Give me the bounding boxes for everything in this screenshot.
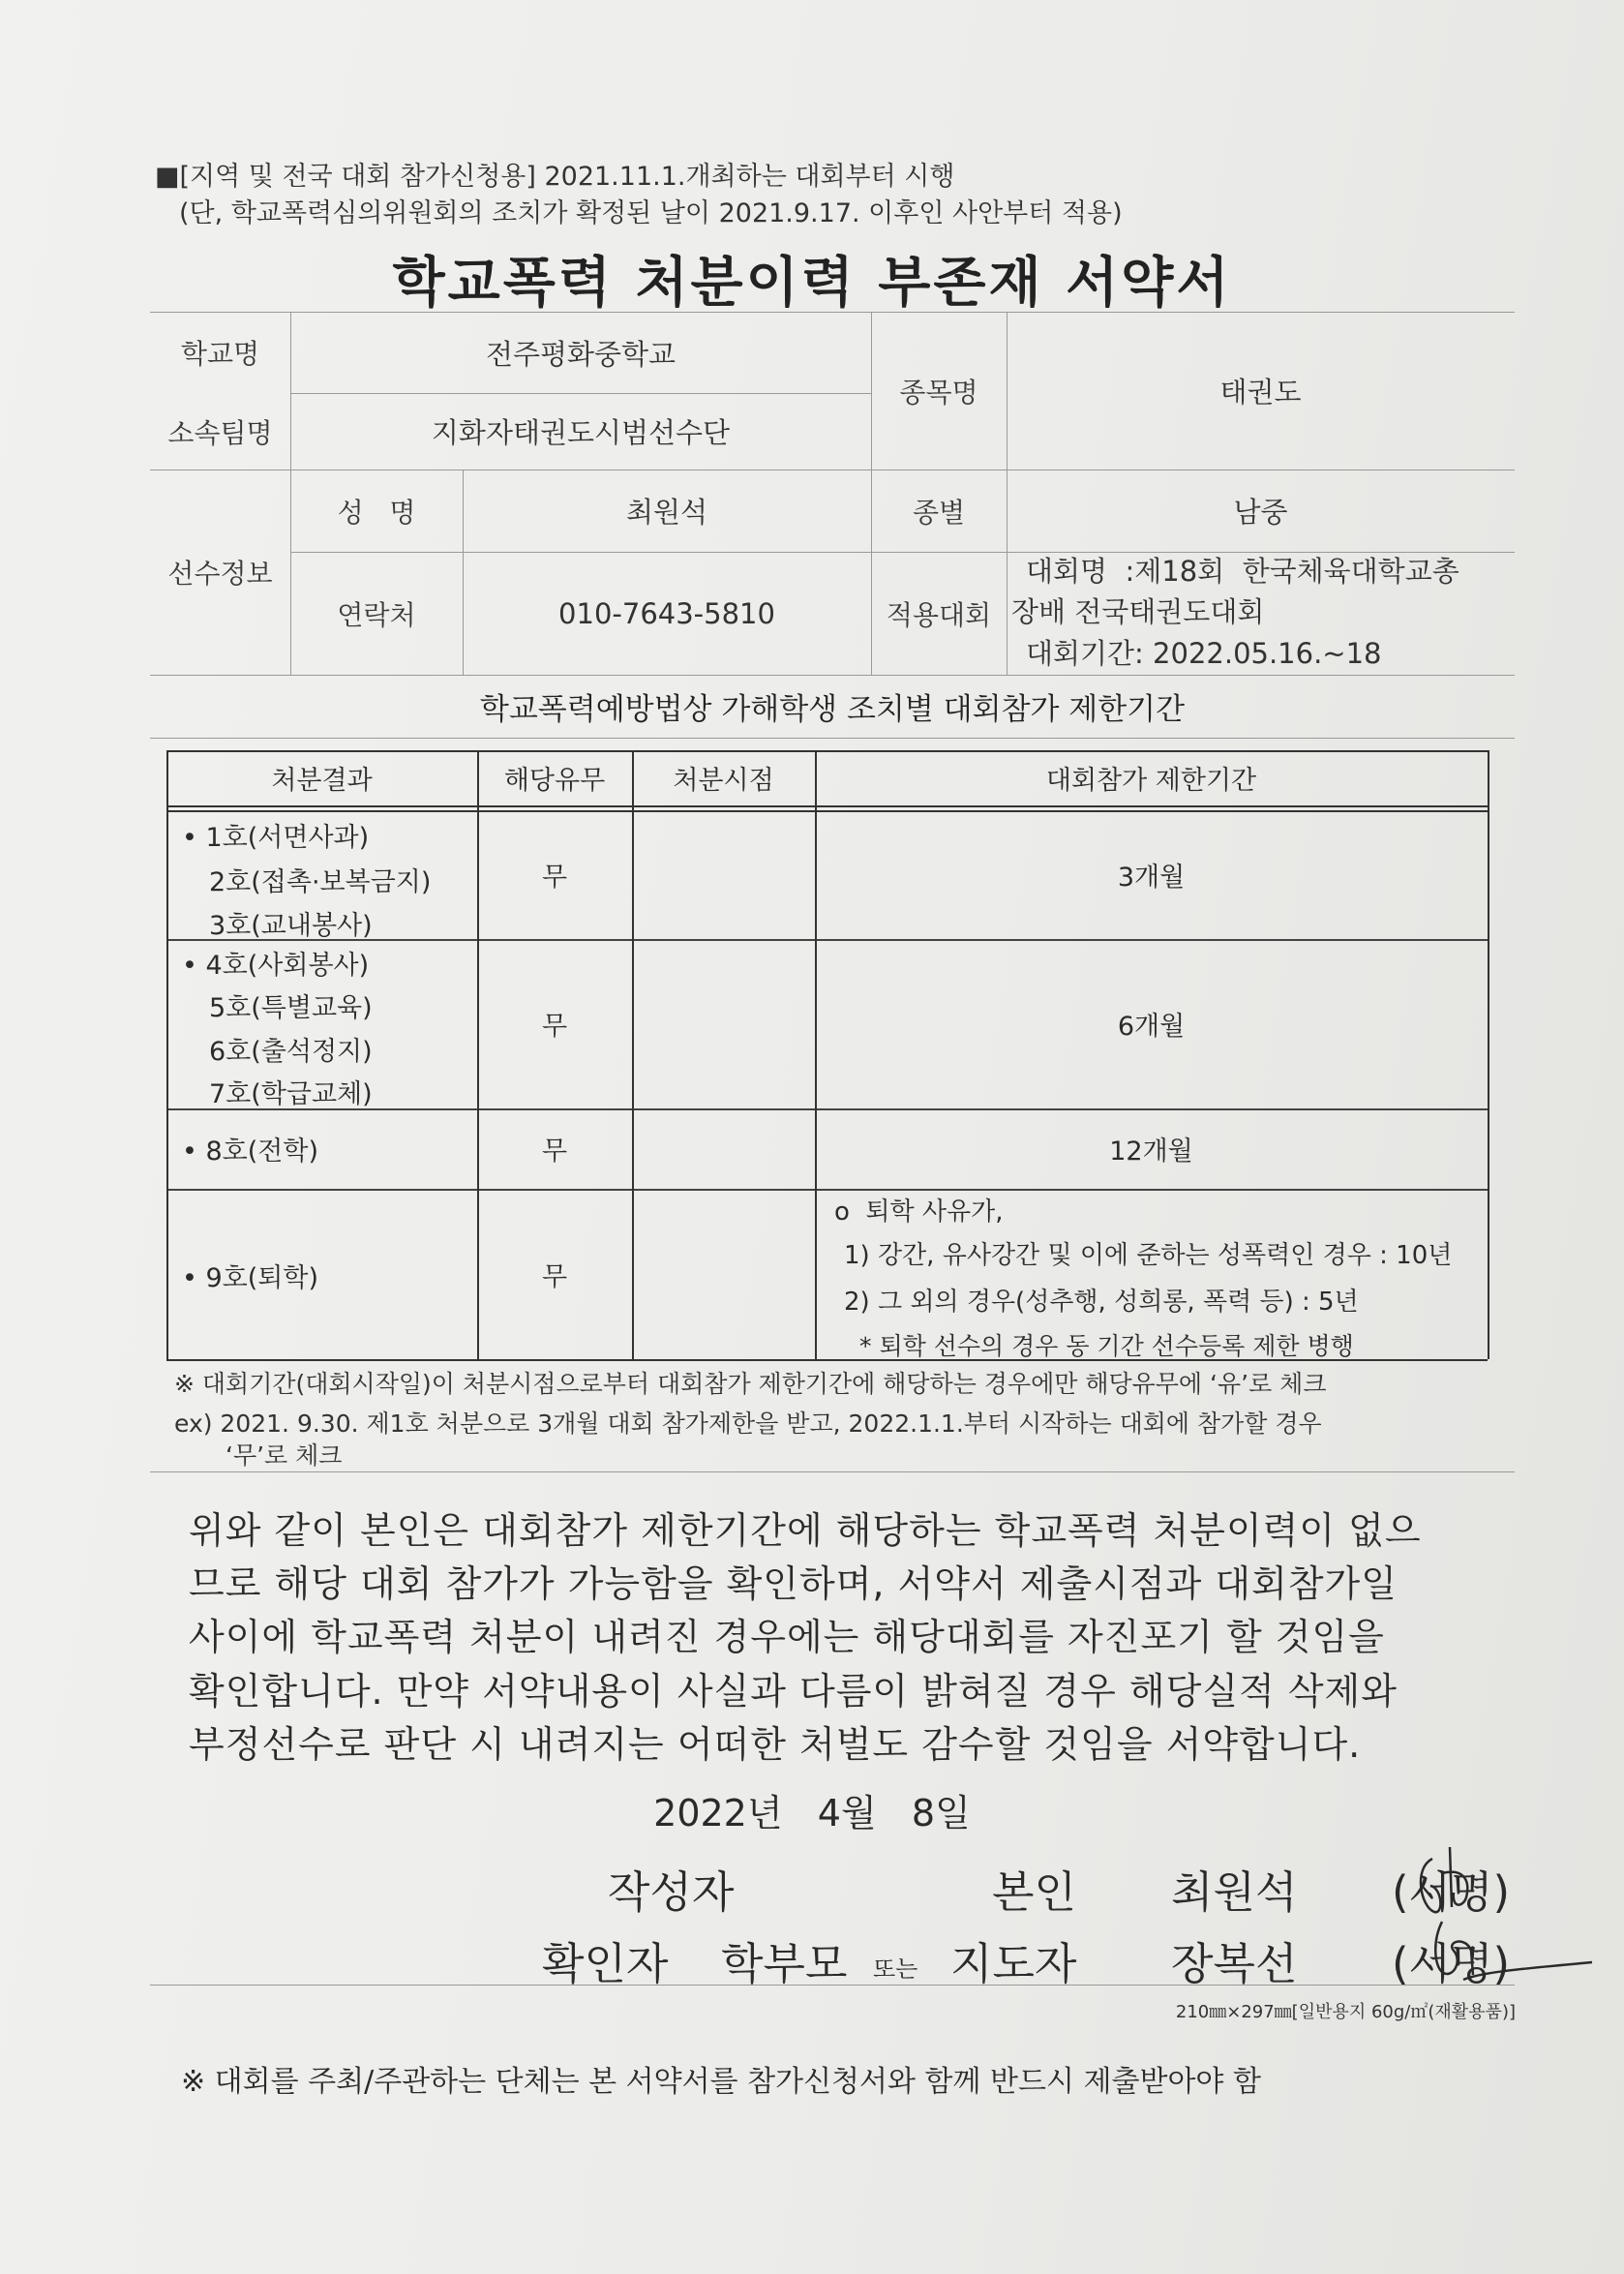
row3-limit: 12개월 [1109, 1137, 1193, 1167]
table-note-2: ex) 2021. 9.30. 제1호 처분으로 3개월 대회 참가제한을 받고, 2022.1.1.부터 시작하는 대회에 참가할 경우 [174, 1410, 1322, 1438]
row1-applies: 무 [541, 863, 568, 893]
row1-limit: 3개월 [1117, 863, 1186, 893]
player-info-label: 선수정보 [167, 558, 273, 590]
competition-line-2: 장배 전국태권도대회 [1011, 595, 1265, 628]
row2-applies: 무 [541, 1012, 568, 1042]
header-note-2: (단, 학교폭력심의위원회의 조치가 확정된 날이 2021.9.17. 이후인 사안부터 적용) [179, 198, 1123, 228]
col-header-result: 처분결과 [271, 766, 373, 796]
parent-label: 학부모 [721, 1938, 848, 1989]
pledge-line-3: 사이에 학교폭력 처분이 내려진 경우에는 해당대회를 자진포기 할 것임을 [189, 1616, 1385, 1658]
row2-limit: 6개월 [1117, 1012, 1186, 1042]
paper-spec: 210㎜×297㎜[일반용지 60g/㎡(재활용품)] [1175, 2002, 1516, 2022]
table-note-1: ※ 대회기간(대회시작일)이 처분시점으로부터 대회참가 제한기간에 해당하는 경우에만 해당유무에 ‘유’로 체크 [174, 1370, 1327, 1398]
row2-result-4: 7호(학급교체) [209, 1079, 373, 1109]
col-header-applies: 해당유무 [503, 766, 606, 796]
table-note-3: ‘무’로 체크 [226, 1441, 343, 1470]
section-title: 학교폭력예방법상 가해학생 조치별 대회참가 제한기간 [479, 692, 1186, 727]
row1-when [632, 810, 815, 939]
row4-limit-line-4: * 퇴학 선수의 경우 동 기간 선수등록 제한 병행 [859, 1332, 1354, 1360]
school-value: 전주평화중학교 [485, 337, 677, 371]
row1-result-1: • 1호(서면사과) [182, 823, 370, 853]
header-note-1: ■[지역 및 전국 대회 참가신청용] 2021.11.1.개최하는 대회부터 시행 [155, 162, 955, 192]
confirmer-label: 확인자 [542, 1938, 669, 1989]
row4-when [632, 1189, 815, 1359]
row3-result-1: • 8호(전학) [182, 1137, 318, 1167]
row1-result-3: 3호(교내봉사) [209, 911, 373, 941]
competition-label: 적용대회 [886, 598, 992, 631]
row4-limit-line-3: 2) 그 외의 경우(성추행, 성희롱, 폭력 등) : 5년 [844, 1288, 1359, 1317]
row2-when [632, 939, 815, 1108]
name-label: 성 명 [337, 496, 416, 529]
writer-name: 최원석 [1171, 1866, 1298, 1918]
row4-applies: 무 [541, 1261, 568, 1292]
writer-sign-label: (서명) [1392, 1866, 1511, 1918]
team-value: 지화자태권도시범선수단 [431, 416, 731, 449]
competition-line-1: 대회명 :제18회 한국체육대학교총 [1026, 555, 1459, 588]
row4-limit-line-1: o 퇴학 사유가, [834, 1198, 1004, 1227]
coach-label: 지도자 [950, 1938, 1077, 1989]
category-label: 종별 [912, 496, 966, 529]
confirmer-signature-scribble [1374, 1912, 1607, 1999]
row3-applies: 무 [541, 1137, 568, 1167]
row3-when [632, 1108, 815, 1189]
contact-label: 연락처 [337, 598, 416, 631]
pledge-date: 2022년 4월 8일 [653, 1792, 971, 1834]
category-value: 남중 [1233, 496, 1288, 529]
col-header-when: 처분시점 [673, 766, 774, 796]
pledge-line-2: 므로 해당 대회 참가가 가능함을 확인하며, 서약서 제출시점과 대회참가일 [189, 1562, 1398, 1605]
row2-result-1: • 4호(사회봉사) [182, 951, 370, 981]
team-label: 소속팀명 [167, 416, 273, 449]
competition-line-3: 대회기간: 2022.05.16.~18 [1026, 637, 1382, 670]
row4-limit-line-2: 1) 강간, 유사강간 및 이에 준하는 성폭력인 경우 : 10년 [844, 1241, 1453, 1270]
document-title: 학교폭력 처분이력 부존재 서약서 [392, 252, 1232, 315]
confirmer-sign-label: (서명) [1392, 1938, 1511, 1989]
writer-role: 본인 [992, 1866, 1076, 1918]
row2-result-2: 5호(특별교육) [209, 993, 373, 1023]
event-value: 태권도 [1219, 376, 1302, 409]
row2-result-3: 6호(출석정지) [209, 1037, 373, 1067]
name-value: 최원석 [625, 496, 708, 529]
pledge-line-5: 부정선수로 판단 시 내려지는 어떠한 처벌도 감수할 것임을 서약합니다. [189, 1723, 1362, 1766]
pledge-line-1: 위와 같이 본인은 대회참가 제한기간에 해당하는 학교폭력 처분이력이 없으 [189, 1509, 1422, 1552]
pledge-line-4: 확인합니다. 만약 서약내용이 사실과 다름이 밝혀질 경우 해당실적 삭제와 [189, 1670, 1398, 1713]
or-label: 또는 [873, 1956, 918, 1983]
writer-label: 작성자 [608, 1866, 735, 1918]
col-header-limit: 대회참가 제한기간 [1045, 766, 1257, 796]
confirmer-name: 장복선 [1171, 1938, 1298, 1989]
school-label: 학교명 [180, 338, 260, 370]
row4-result-1: • 9호(퇴학) [182, 1263, 318, 1293]
contact-value: 010-7643-5810 [558, 596, 775, 630]
footer-note: ※ 대회를 주최/주관하는 단체는 본 서약서를 참가신청서와 함께 반드시 제출받아야 함 [181, 2065, 1261, 2099]
event-label: 종목명 [899, 376, 978, 409]
row1-result-2: 2호(접촉·보복금지) [209, 867, 432, 897]
